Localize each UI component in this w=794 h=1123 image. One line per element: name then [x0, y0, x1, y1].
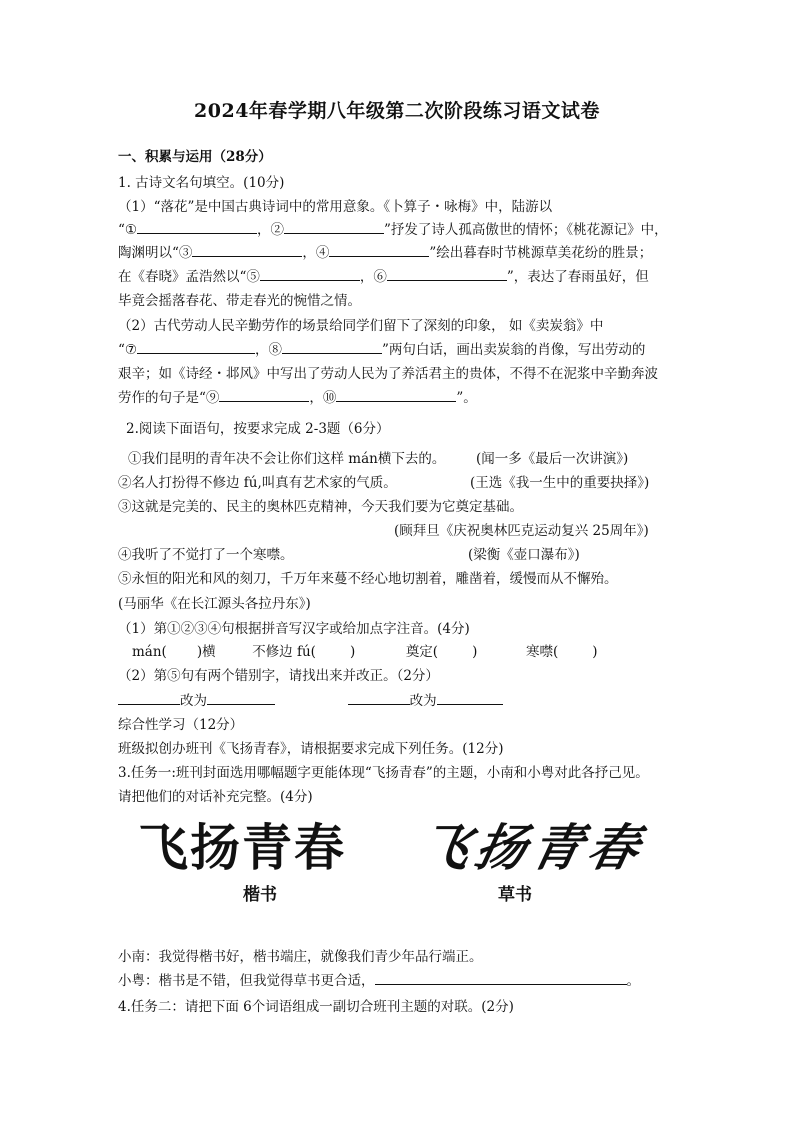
blank-1[interactable]: [137, 221, 257, 234]
text: ): [349, 644, 356, 660]
text: ”两句白话，画出卖炭翁的肖像，写出劳动的: [382, 342, 646, 358]
blank-7[interactable]: [137, 341, 255, 354]
question-3-heading-2: 请把他们的对话补充完整。(4分): [118, 789, 313, 805]
task-intro: 班级拟创办班刊《飞扬青春》，请根据要求完成下列任务。(12分): [118, 741, 504, 757]
q1-paragraph-1a: （1）“落花”是中国古典诗词中的常用意象。《卜算子・咏梅》中，陆游以: [118, 199, 553, 215]
blank-10[interactable]: [336, 389, 456, 402]
text: 小粤：楷书是不错，但我觉得草书更合适，: [118, 973, 375, 989]
answer-row: [132, 643, 598, 661]
question-3-heading: 3.任务一:班刊封面选用哪幅题字更能体现“飞扬青春”的主题，小南和小粤对此各抒己见。: [118, 765, 649, 781]
q2-sub-2: （2）第⑤句有两个错别字，请找出来并改正。（2分）: [118, 668, 439, 684]
sentence-4-source: (梁衡《壶口瀑布》): [468, 547, 580, 563]
q1-line-1c: [118, 244, 652, 262]
sentence-1: ①我们昆明的青年决不会让你们这样 mán横下去的。: [128, 451, 446, 467]
sentence-3-source: (顾拜旦《庆祝奥林匹克运动复兴 25周年》): [394, 523, 649, 539]
text: )横: [196, 644, 216, 660]
q1-line-2d: [118, 389, 477, 407]
correction-row: [118, 692, 503, 710]
q1-line-1d: [118, 268, 649, 286]
text: “①: [118, 222, 138, 238]
section-heading-2: 综合性学习（12分）: [118, 717, 244, 733]
text: 。: [626, 973, 640, 989]
q2-sub-1: （1）第①②③④句根据拼音写汉字或给加点字注音。(4分): [118, 621, 470, 637]
dialogue-xiaoyue: [118, 972, 640, 990]
correct-char-2[interactable]: [437, 692, 503, 705]
question-1-heading: 1. 古诗文名句填空。(10分): [118, 175, 285, 191]
wrong-char-2[interactable]: [348, 692, 410, 705]
text: 奠定(: [405, 644, 439, 660]
text: ，④: [302, 245, 330, 261]
wrong-char-1[interactable]: [118, 692, 180, 705]
blank-5[interactable]: [260, 268, 360, 281]
kaishu-caption: 楷书: [243, 885, 277, 905]
text: 不修边 fú(: [252, 644, 316, 660]
sentence-4: ④我听了不觉打了一个寒噤。: [118, 547, 294, 563]
exam-title: 2024年春学期八年级第二次阶段练习语文试卷: [194, 100, 600, 122]
text: ”绘出暮春时节桃源草美花纷的胜景；: [429, 245, 653, 261]
kaishu-calligraphy: 飞扬青春: [138, 818, 346, 877]
blank-9[interactable]: [219, 389, 309, 402]
caoshu-caption: 草书: [498, 885, 532, 905]
blank-2[interactable]: [284, 221, 384, 234]
text: mán(: [132, 644, 167, 660]
text: 改为: [180, 693, 207, 709]
text: “⑦: [118, 342, 138, 358]
q1-line-1b: [118, 221, 668, 239]
question-2-heading: 2.阅读下面语句，按要求完成 2-3题（6分）: [126, 421, 390, 437]
sentence-5-source: (马丽华《在长江源头各拉丹东》): [118, 596, 311, 612]
q1-paragraph-2a: （2）古代劳动人民辛勤劳作的场景给同学们留下了深刻的印象， 如《卖炭翁》中: [118, 318, 604, 334]
sentence-1-source: (闻一多《最后一次讲演》): [476, 451, 629, 467]
correct-char-1[interactable]: [207, 692, 275, 705]
blank-8[interactable]: [282, 341, 382, 354]
sentence-2: ②名人打扮得不修边 fú,叫真有艺术家的气质。: [118, 475, 397, 491]
question-4-heading: 4.任务二：请把下面 6个词语组成一副切合班刊主题的对联。(2分): [118, 999, 514, 1015]
section-heading-1: 一、积累与运用（28分）: [118, 149, 272, 165]
text: ): [592, 644, 598, 660]
dialogue-answer-blank[interactable]: [375, 972, 627, 985]
text: ，⑧: [255, 342, 283, 358]
text: 在《春晓》孟浩然以“⑤: [118, 269, 260, 285]
text: ，②: [257, 222, 285, 238]
text: ”，表达了春雨虽好，但: [506, 269, 649, 285]
text: 劳作的句子是“⑨: [118, 390, 220, 406]
dialogue-xiaonan: 小南：我觉得楷书好，楷书端庄，就像我们青少年品行端正。: [118, 949, 483, 965]
q1-line-2c: 艰辛；如《诗经・邶风》中写出了劳动人民为了养活君主的贵体，不得不在泥浆中辛勤奔波: [118, 366, 658, 382]
calligraphy-images: [130, 818, 670, 878]
text: 改为: [409, 693, 437, 709]
q1-line-2b: [118, 341, 645, 359]
blank-3[interactable]: [192, 244, 302, 257]
sentence-5: ⑤永恒的阳光和风的刻刀，千万年来蔓不经心地切割着，雕凿着，缓慢而从不懈殆。: [118, 571, 618, 587]
text: 寒噤(: [525, 644, 559, 660]
sentence-2-source: (王选《我一生中的重要抉择》): [470, 475, 650, 491]
sentence-3: ③这就是完美的、民主的奥林匹克精神，今天我们要为它奠定基础。: [118, 499, 523, 515]
text: ”。: [456, 390, 477, 406]
blank-4[interactable]: [329, 244, 429, 257]
text: ，⑩: [309, 390, 337, 406]
text: ”抒发了诗人孤高傲世的情怀；《桃花源记》中，: [384, 222, 668, 238]
text: ，⑥: [359, 269, 387, 285]
caoshu-calligraphy: 飞扬青春: [413, 818, 651, 877]
text: ): [472, 644, 478, 660]
blank-6[interactable]: [387, 268, 507, 281]
text: 陶渊明以“③: [118, 245, 193, 261]
q1-line-1e: 毕竟会摇落春花、带走春光的惋惜之情。: [118, 293, 361, 309]
